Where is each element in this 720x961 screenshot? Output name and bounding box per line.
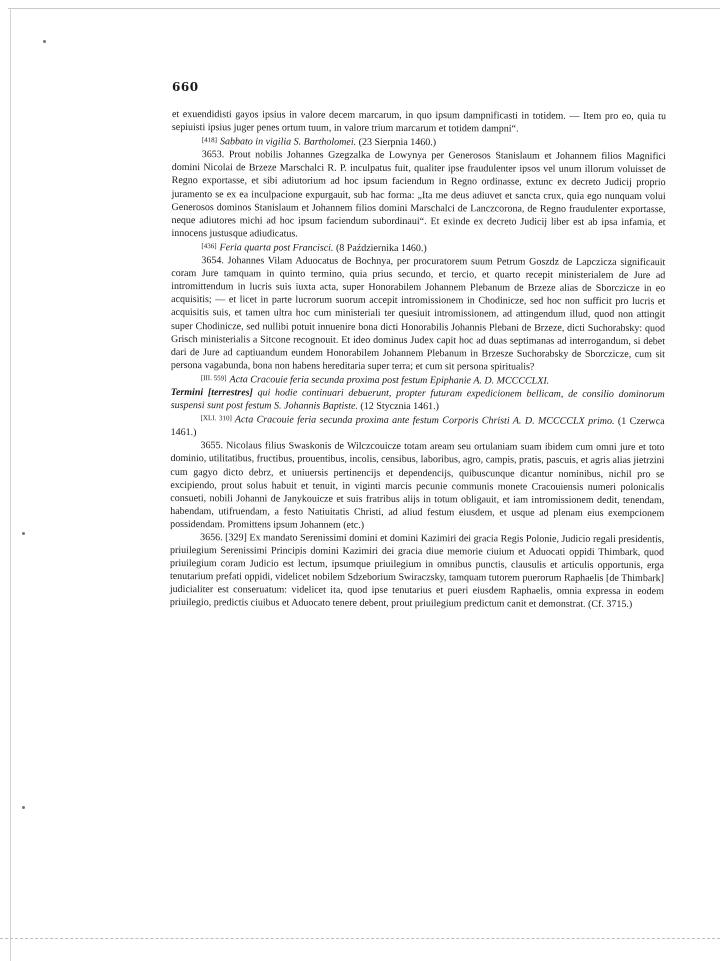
acta-title: Acta Cracouie feria secunda proxima ante festum Corporis Christi A. D. MCCCCLX primo.	[234, 414, 615, 428]
entry-3653: 3653. Prout nobilis Johannes Gzegzalka de Lowynya per Generosos Stanislaum et Johannem filios Magnifici domini Nicolai de Brzeze Marschalci R. P. inculpatus fuit, qualiter ipse fraudulenter ipsos vel unum illorum voluisset de Regno exportasse, et sibi adiutorium ad hoc ipsum faciendum in Regno ordinasse, extunc ex decreto Judicij proprio juramento se ex ea inculpacione expurgauit, sub hac forma: „Ita me deus adiuvet et sancta crux, quia ego nunquam volui Generosos dominos Stanislaum et Johannem filios domini Marschalci de Lanczcorona, de Regno fraudulenter exportasse, neque adiutores michi ad hoc ipsum faciendum subordinaui“. Et exinde ex decreto Judicij liber est ab ipsa infamia, et innocens justusque adiudicatus.	[171, 149, 666, 240]
ref-436: [436]	[201, 242, 217, 251]
ref-418: [418]	[201, 136, 218, 145]
scan-speck	[22, 532, 25, 535]
scan-speck	[22, 806, 25, 809]
scan-edge-top	[8, 8, 720, 9]
acta-date: (1 Czerwca 1461.)	[170, 416, 665, 439]
heading-date: (8 Października 1460.)	[335, 242, 427, 255]
ref-310: [XLI. 310]	[200, 414, 232, 423]
termini-date: (12 Stycznia 1461.)	[360, 400, 440, 413]
scan-speck	[43, 40, 46, 43]
page-number: 660	[172, 80, 199, 94]
acta-title: Acta Cracouie feria secunda proxima post festum Epiphanie A. D. MCCCCLXI.	[229, 374, 550, 387]
acta-heading-310	[171, 412, 665, 441]
heading-title: Sabbato in vigilia S. Bartholomei.	[220, 136, 357, 148]
scan-edge-left	[10, 8, 11, 961]
ref-559: [III. 559]	[200, 374, 227, 383]
heading-title: Feria quarta post Francisci.	[219, 242, 334, 254]
termini-text: qui hodie continuari debuerunt, propter futuram expedicionem bellicam, de consilio dominorum suspensi sunt post festum S. Johannis Baptiste.	[170, 387, 665, 412]
heading-date: (23 Sierpnia 1460.)	[358, 137, 437, 149]
entry-3654: 3654. Johannes Vilam Aduocatus de Bochnya, per procuratorem suum Petrum Goszdz de Lapczicza significauit coram Jure tamquam in quinto termino, quia prius secundo, et tercio, et quarto recepit ministerialem de Jure ad intromittendum in lucris suis iuxta acta, super Honorabilem Johannem Plebanum de Brzeze alias de Sborczicze in eo acquisitis; — et licet in parte lucrorum suorum accepit intromissionem in Chodinicze, sed hoc non sufficit pro lucris et acquisitis suis, et tamen ultra hoc cum ministeriali ter quesiuit intromissionem, ad attingendum illud, quod non attingit super Chodinicze, sed nullibi potuit innuenire bona dicti Honorabilis Johannis Plebani de Brzeze, dicti Suchorabsky: quod Grisch ministerialis a Sitcone recognouit. Et ideo dominus Judex capit hoc ad duas septimanas ad interrogandum, si debet dari de Jure ad captiuandum eundem Honorabilem Johannem Plebanum in Brzesze Suchorabsky de Sborczicze, cum sit persona vagabunda, bona non habens hereditaria super terra; et cum sit persona spiritualis?	[170, 255, 666, 373]
entry-3655: 3655. Nicolaus filius Swaskonis de Wilczcouicze totam aream seu ortulaniam suam ibidem cum omni jure et toto dominio, utilitatibus, fructibus, prouentibus, incolis, censibus, laboribus, agro, campis, pratis, pascuis, et agris alias jietrzini cum gagyo dicto debrz, et uniuersis pertinencijs et dependencijs, quibuscunque dicantur nominibus, nichil pro se excipiendo, prout solus habuit et tenuit, in viginti marcis pecunie communis monete Cracouiensis numeri polonicalis consueti, nobili Johanni de Janykouicze et suis fratribus alijs in totum obligauit, et iam intromissionem dedit, tenendam, habendam, utifruendam, a festo Natiuitatis Christi, ad aliud festum eiusdem, et usque ad plenam eius exempcionem possidendam. Promittens ipsum Johannem (etc.)	[170, 440, 665, 531]
intro-paragraph: et exuendidisti gayos ipsius in valore decem marcarum, in quo ipsum dampnificasti in totidem. — Item pro eo, quia tu sepiuisti ipsius juger penes ortum tuum, in valore trium marcarum et totidem dampni“.	[171, 108, 666, 135]
termini-notice	[171, 386, 665, 414]
document-body	[170, 108, 666, 612]
entry-3656: 3656. [329] Ex mandato Serenissimi domini et domini Kazimiri dei gracia Regis Polonie, Judicio regali presidentis, priuilegium Serenissimi Principis domini Kazimiri dei gracia diue memorie ciuium et Aduocati oppidi Thimbark, quod priuilegium coram Judicio est lectum, ipsumque priuilegium in omnibus punctis, clausulis et articulis opportunis, erga tenutarium prefati oppidi, videlicet nobilem Sdzeborium Swiraczsky, tamquam tutorem puerorum Raphaelis [de Thimbark] judicialiter est conseruatum: videlicet ita, quod ipse tenutarius et pueri eiusdem Raphaelis, omnia expressa in eodem priuilegio, predictis ciuibus et Aduocato tenere debent, prout priuilegium predictum canit et demonstrat. (Cf. 3715.)	[169, 532, 665, 611]
termini-heading: Termini [terrestres]	[170, 386, 253, 399]
scan-edge-bottom	[0, 938, 720, 939]
